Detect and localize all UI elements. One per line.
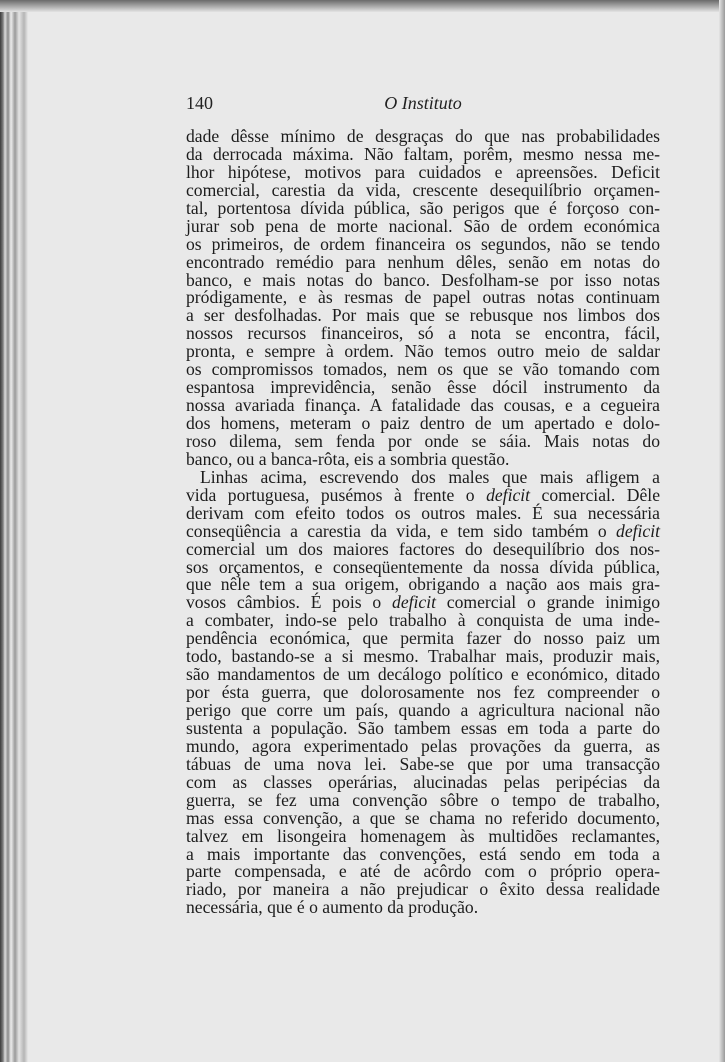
text-segment: perigo que corre um país, quando a agricultura nacional não — [186, 700, 660, 720]
text-segment: jurar sob pena de morte nacional. São de ordem económica — [186, 215, 660, 236]
text-segment: os compromissos tomados, nem os que se vão tomando com — [186, 359, 660, 380]
text-segment: lhor hipótese, motivos para cuidados e apreensões. Deficit — [186, 161, 660, 182]
running-title: O Instituto — [384, 93, 462, 113]
text-segment: a combater, indo-se pelo trabalho à conquista de uma inde- — [186, 610, 660, 631]
text-segment: banco, e mais notas do banco. Desfolham-se por isso notas — [186, 269, 660, 290]
text-segment: com as classes operárias, alucinadas pelas peripécias da — [186, 771, 660, 792]
text-segment: comercial o grande inimigo — [436, 592, 660, 613]
text-segment: encontrado remédio para nenhum dêles, senão em notas do — [186, 251, 660, 272]
text-segment: necessária, que é o aumento da produção. — [186, 897, 479, 918]
text-segment: todo, bastando-se a si mesmo. Trabalhar mais, produzir mais, — [186, 646, 660, 667]
text-segment: sustenta a população. São tambem essas em toda a parte do — [186, 717, 660, 738]
text-segment: dade dêsse mínimo de desgraças do que nas probabilidades — [186, 126, 660, 146]
text-segment: talvez em lisongeira homenagem às multidões reclamantes, — [186, 825, 660, 846]
body-text — [186, 128, 660, 917]
book-spine-shadow — [0, 0, 28, 1062]
text-segment: os primeiros, de ordem financeira os segundos, não se tendo — [186, 233, 660, 254]
italic-term: deficit — [616, 520, 660, 541]
text-segment: pronta, e sempre à ordem. Não temos outro meio de saldar — [186, 341, 660, 362]
italic-term: deficit — [486, 484, 531, 505]
text-segment: roso dilema, sem fenda por onde se sáia. Mais notas do — [186, 430, 660, 451]
text-segment: tal, portentosa dívida pública, são perigos que é forçoso con- — [186, 197, 660, 218]
text-segment: riado, por maneira a não prejudicar o êxito dessa realidade — [186, 879, 660, 900]
text-segment: vosos câmbios. É pois o — [186, 592, 393, 613]
text-segment: mas essa convenção, a que se chama no referido documento, — [186, 807, 660, 828]
text-segment: vida portuguesa, pusémos à frente o — [186, 484, 487, 505]
text-segment: Linhas acima, escrevendo dos males que mais afligem a — [200, 466, 660, 487]
text-segment: a ser desfolhadas. Por mais que se rebusque nos limbos dos — [186, 305, 660, 326]
text-segment: comercial um dos maiores factores do desequilíbrio dos nos- — [186, 538, 660, 559]
page-top-edge — [0, 0, 725, 12]
text-segment: comercial, carestia da vida, crescente desequilíbrio orçamen- — [186, 179, 660, 200]
text-segment: parte compensada, e até de acôrdo com o próprio opera- — [186, 861, 660, 882]
italic-term: deficit — [392, 592, 436, 613]
text-segment: conseqüência a carestia da vida, e tem sido também o — [186, 520, 617, 541]
text-segment: dos homens, meteram o paiz dentro de um apertado e dolo- — [186, 413, 660, 433]
text-segment: a mais importante das convenções, está sendo em toda a — [186, 843, 660, 864]
text-segment: que nêle tem a sua origem, obrigando a nação aos mais gra- — [186, 574, 660, 595]
text-segment: tábuas de uma nova lei. Sabe-se que por uma transacção — [186, 753, 660, 774]
text-segment: espantosa imprevidência, senão êsse dócil instrumento da — [186, 377, 660, 398]
text-segment: mundo, agora experimentado pelas provações da guerra, as — [186, 735, 660, 756]
text-segment: guerra, se fez uma convenção sôbre o tempo de trabalho, — [186, 789, 660, 810]
page-right-edge — [719, 0, 725, 1062]
text-segment: sos orçamentos, e conseqüentemente da nossa dívida pública, — [186, 556, 660, 577]
text-segment: da derrocada máxima. Não faltam, porêm, mesmo nessa me- — [186, 143, 660, 164]
page-header — [186, 93, 660, 117]
text-segment: nossa avariada finança. A fatalidade das cousas, e a cegueira — [186, 395, 660, 416]
text-segment: derivam com efeito todos os outros males. É sua necessária — [186, 502, 660, 523]
text-segment: nossos recursos financeiros, só a nota se encontra, fácil, — [186, 323, 660, 344]
text-line — [186, 899, 660, 917]
text-segment: por ésta guerra, que dolorosamente nos fez compreender o — [186, 682, 660, 703]
text-segment: são mandamentos de um decálogo político e económico, ditado — [186, 664, 660, 685]
page-number: 140 — [186, 93, 213, 113]
text-segment: comercial. Dêle — [530, 484, 661, 505]
text-segment: pendência económica, que permita fazer do nosso paiz um — [186, 628, 660, 649]
text-segment: banco, ou a banca-rôta, eis a sombria questão. — [186, 448, 510, 469]
text-segment: pródigamente, e às resmas de papel outras notas continuam — [186, 287, 660, 308]
